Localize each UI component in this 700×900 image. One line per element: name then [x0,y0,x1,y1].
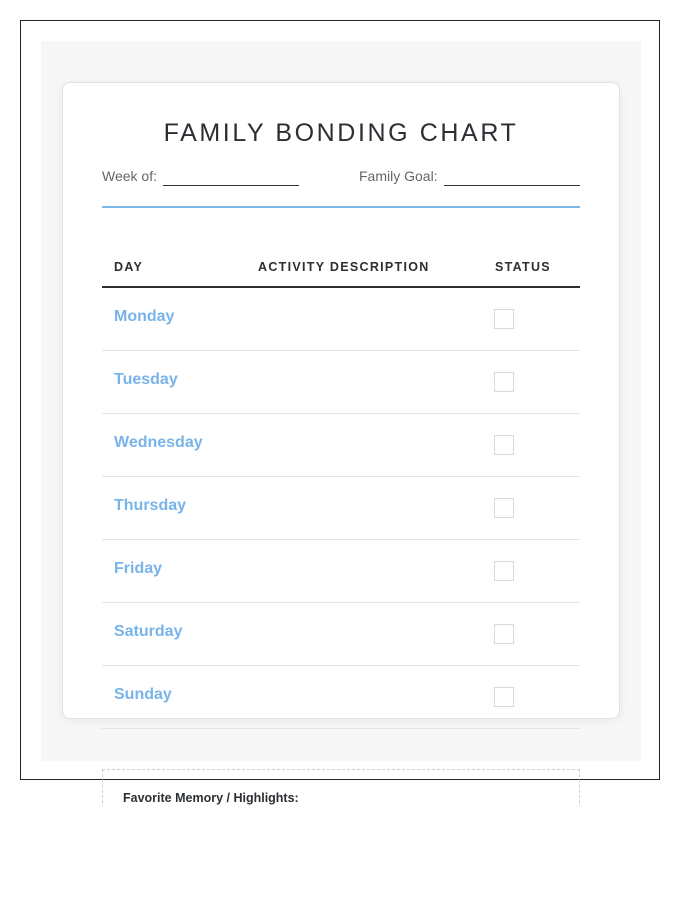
page-title: FAMILY BONDING CHART [163,119,519,147]
chart-meta [102,168,580,190]
day-name: Tuesday [114,371,178,388]
day-name: Sunday [114,686,172,703]
day-name: Saturday [114,623,183,640]
column-header-status: STATUS [495,260,551,274]
table-row [102,288,580,351]
table-row [102,666,580,729]
day-name: Friday [114,560,163,577]
column-header-day: DAY [114,260,144,274]
status-checkbox[interactable] [494,435,514,455]
family-goal-label: Family Goal: [359,168,438,184]
table-row [102,540,580,603]
column-header-activity: ACTIVITY DESCRIPTION [258,260,430,274]
day-name: Thursday [114,497,187,514]
status-checkbox[interactable] [494,624,514,644]
week-of-label: Week of: [102,168,157,184]
day-name: Monday [114,308,175,325]
table-row [102,477,580,540]
family-goal-field[interactable] [444,185,580,186]
status-checkbox[interactable] [494,687,514,707]
status-checkbox[interactable] [494,498,514,518]
day-name: Wednesday [114,434,203,451]
table-row [102,351,580,414]
status-checkbox[interactable] [494,561,514,581]
page-bottom-cover [100,806,584,846]
header-divider [102,206,580,208]
status-checkbox[interactable] [494,309,514,329]
table-row [102,414,580,477]
status-checkbox[interactable] [494,372,514,392]
week-of-field[interactable] [163,185,299,186]
table-row [102,603,580,666]
memory-label: Favorite Memory / Highlights: [123,791,299,805]
